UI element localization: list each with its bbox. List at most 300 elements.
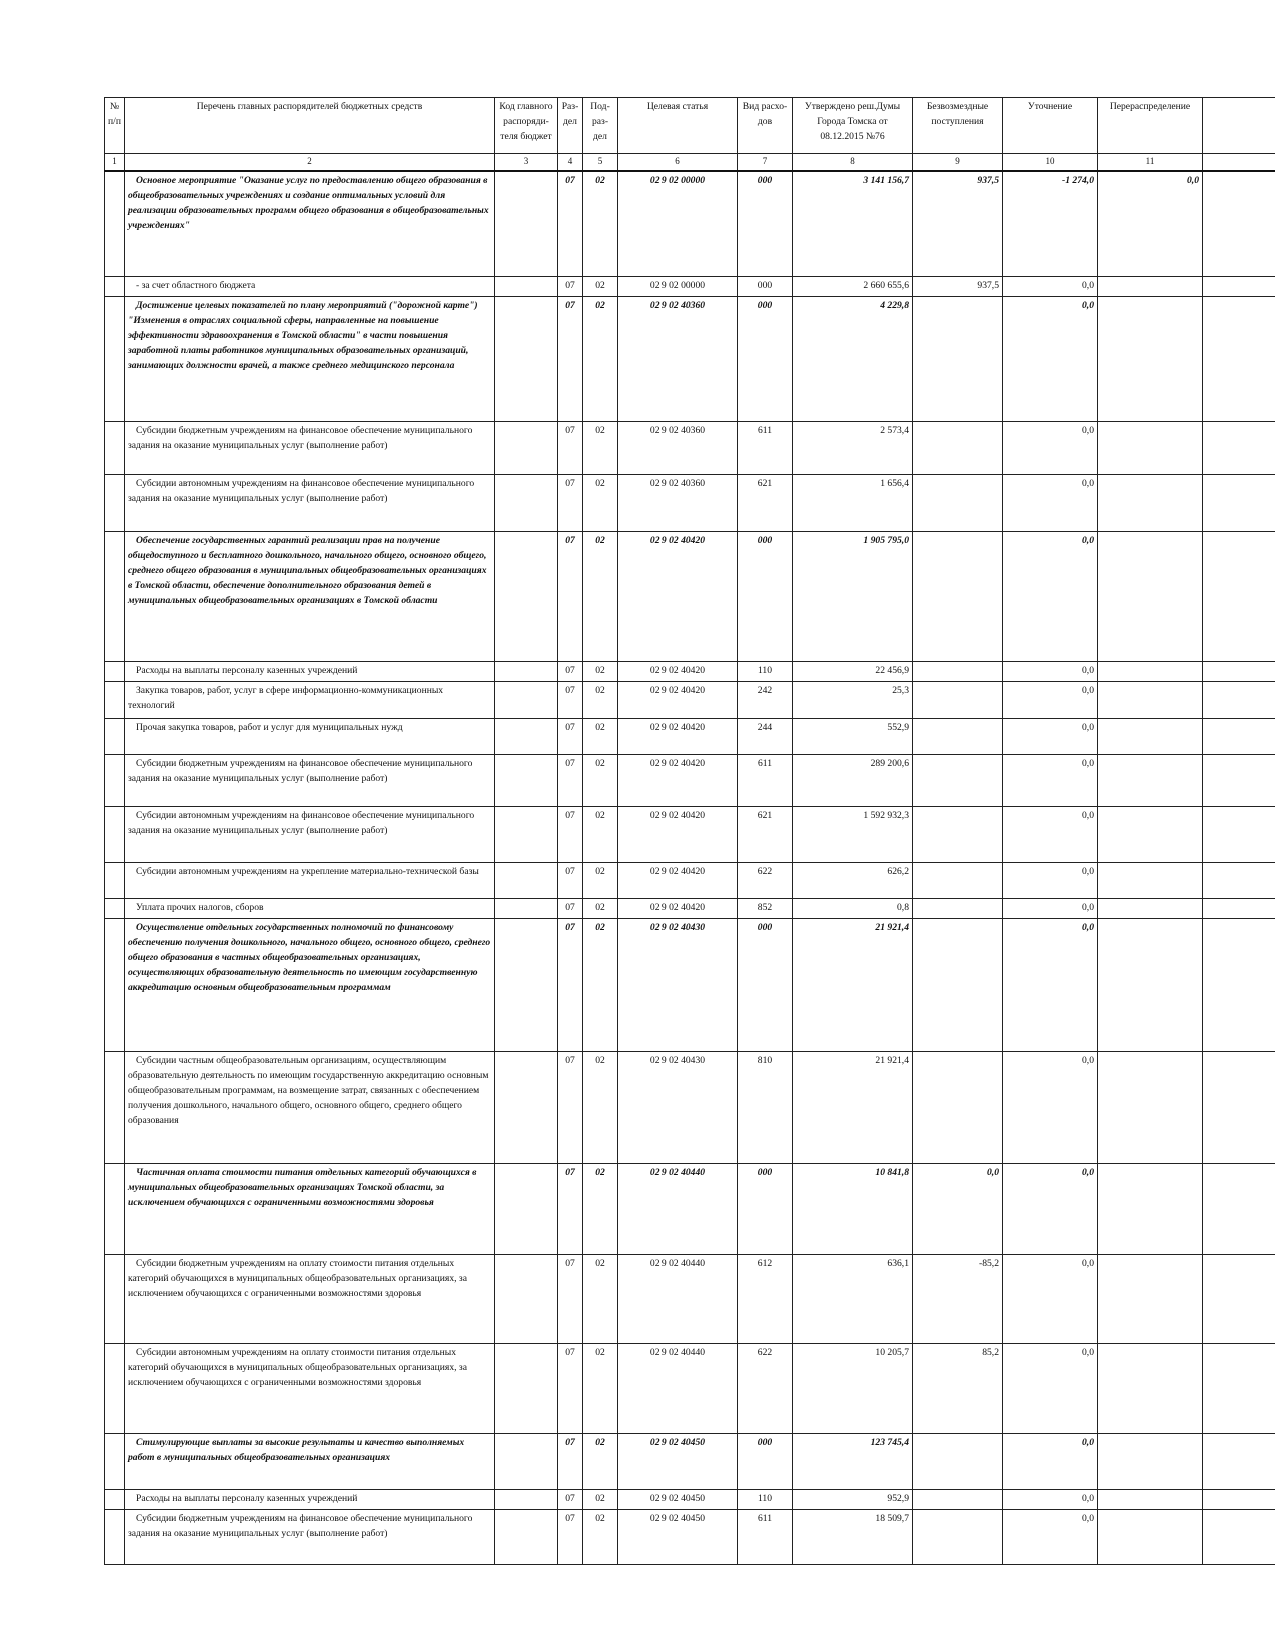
row-num-cell	[105, 1164, 125, 1255]
row-code-cell	[495, 662, 558, 682]
row-extra-cell	[1203, 422, 1275, 475]
row-subsection-cell: 02	[583, 662, 618, 682]
row-target-cell: 02 9 02 40420	[618, 719, 738, 755]
table-row	[105, 171, 1275, 277]
row-type-cell: 242	[738, 682, 793, 719]
row-refinement-cell: 0,0	[1003, 1344, 1098, 1434]
row-name-cell: Закупка товаров, работ, услуг в сфере информационно-коммуникационных технологий	[125, 682, 495, 719]
row-name-cell: Субсидии бюджетным учреждениям на финансовое обеспечение муниципального задания на оказание муниципальных услуг (выполнение работ)	[125, 755, 495, 807]
header-cell-num: № п/п	[105, 98, 125, 154]
row-subsection-cell: 02	[583, 1255, 618, 1344]
column-number: 3	[495, 154, 558, 171]
row-subsection-cell: 02	[583, 807, 618, 863]
row-target-cell: 02 9 02 00000	[618, 171, 738, 277]
row-refinement-cell: 0,0	[1003, 1255, 1098, 1344]
row-section-cell: 07	[558, 662, 583, 682]
row-type-cell: 000	[738, 532, 793, 662]
row-redistribution-cell	[1098, 277, 1203, 297]
header-cell-section: Раз-дел	[558, 98, 583, 154]
row-redistribution-cell	[1098, 1164, 1203, 1255]
table-row	[105, 277, 1275, 297]
row-refinement-cell: 0,0	[1003, 277, 1098, 297]
header-cell-grants: Безвозмездные поступления	[913, 98, 1003, 154]
row-extra-cell	[1203, 297, 1275, 422]
row-extra-cell	[1203, 1344, 1275, 1434]
row-grants-cell	[913, 532, 1003, 662]
row-refinement-cell: 0,0	[1003, 297, 1098, 422]
table-row	[105, 422, 1275, 475]
row-target-cell: 02 9 02 40450	[618, 1434, 738, 1490]
row-subsection-cell: 02	[583, 532, 618, 662]
row-type-cell: 622	[738, 1344, 793, 1434]
row-grants-cell	[913, 755, 1003, 807]
row-code-cell	[495, 297, 558, 422]
row-type-cell: 000	[738, 297, 793, 422]
row-section-cell: 07	[558, 1344, 583, 1434]
column-number-row	[105, 154, 1275, 171]
row-num-cell	[105, 1052, 125, 1164]
row-code-cell	[495, 755, 558, 807]
row-approved-cell: 25,3	[793, 682, 913, 719]
row-name-cell: Частичная оплата стоимости питания отдельных категорий обучающихся в муниципальных общеобразовательных организациях Томской области, за исключением обучающихся с ограниченными возможностями здоровья	[125, 1164, 495, 1255]
row-code-cell	[495, 532, 558, 662]
row-num-cell	[105, 1344, 125, 1434]
row-approved-cell: 123 745,4	[793, 1434, 913, 1490]
row-refinement-cell: 0,0	[1003, 662, 1098, 682]
row-refinement-cell: 0,0	[1003, 475, 1098, 532]
row-grants-cell	[913, 422, 1003, 475]
row-refinement-cell: 0,0	[1003, 1434, 1098, 1490]
row-type-cell: 611	[738, 1510, 793, 1565]
row-num-cell	[105, 475, 125, 532]
header-cell-subsection: Под-раз-дел	[583, 98, 618, 154]
row-extra-cell	[1203, 863, 1275, 899]
row-section-cell: 07	[558, 899, 583, 919]
row-target-cell: 02 9 02 40450	[618, 1510, 738, 1565]
row-refinement-cell: 0,0	[1003, 422, 1098, 475]
row-type-cell: 000	[738, 1164, 793, 1255]
row-type-cell: 621	[738, 807, 793, 863]
row-refinement-cell: 0,0	[1003, 919, 1098, 1052]
row-section-cell: 07	[558, 1510, 583, 1565]
row-section-cell: 07	[558, 719, 583, 755]
row-extra-cell	[1203, 719, 1275, 755]
row-grants-cell: -85,2	[913, 1255, 1003, 1344]
header-cell-name: Перечень главных распорядителей бюджетных средств	[125, 98, 495, 154]
row-num-cell	[105, 755, 125, 807]
row-subsection-cell: 02	[583, 1490, 618, 1510]
row-extra-cell	[1203, 662, 1275, 682]
row-grants-cell	[913, 1052, 1003, 1164]
row-target-cell: 02 9 02 40420	[618, 662, 738, 682]
table-row	[105, 863, 1275, 899]
row-grants-cell	[913, 863, 1003, 899]
row-num-cell	[105, 807, 125, 863]
row-redistribution-cell	[1098, 1255, 1203, 1344]
row-code-cell	[495, 1052, 558, 1164]
row-redistribution-cell	[1098, 682, 1203, 719]
row-approved-cell: 1 905 795,0	[793, 532, 913, 662]
row-extra-cell	[1203, 807, 1275, 863]
row-section-cell: 07	[558, 807, 583, 863]
row-grants-cell: 937,5	[913, 171, 1003, 277]
row-extra-cell	[1203, 1255, 1275, 1344]
row-approved-cell: 22 456,9	[793, 662, 913, 682]
row-redistribution-cell	[1098, 899, 1203, 919]
table-row	[105, 662, 1275, 682]
row-section-cell: 07	[558, 1255, 583, 1344]
header-cell-approved: Утверждено реш.Думы Города Томска от 08.12.2015 №76	[793, 98, 913, 154]
budget-table-sheet	[104, 97, 1275, 1565]
row-refinement-cell: 0,0	[1003, 682, 1098, 719]
table-row	[105, 919, 1275, 1052]
row-type-cell: 000	[738, 171, 793, 277]
row-approved-cell: 636,1	[793, 1255, 913, 1344]
row-refinement-cell: 0,0	[1003, 807, 1098, 863]
row-subsection-cell: 02	[583, 899, 618, 919]
table-row	[105, 475, 1275, 532]
row-redistribution-cell	[1098, 719, 1203, 755]
row-section-cell: 07	[558, 755, 583, 807]
row-redistribution-cell	[1098, 532, 1203, 662]
row-approved-cell: 4 229,8	[793, 297, 913, 422]
row-approved-cell: 1 656,4	[793, 475, 913, 532]
row-num-cell	[105, 682, 125, 719]
row-extra-cell	[1203, 899, 1275, 919]
row-extra-cell	[1203, 1434, 1275, 1490]
row-subsection-cell: 02	[583, 1164, 618, 1255]
row-target-cell: 02 9 02 40420	[618, 807, 738, 863]
row-approved-cell: 289 200,6	[793, 755, 913, 807]
row-target-cell: 02 9 02 40420	[618, 532, 738, 662]
row-subsection-cell: 02	[583, 171, 618, 277]
row-type-cell: 110	[738, 1490, 793, 1510]
row-extra-cell	[1203, 171, 1275, 277]
column-number: 5	[583, 154, 618, 171]
row-grants-cell	[913, 662, 1003, 682]
row-num-cell	[105, 1490, 125, 1510]
column-number: 4	[558, 154, 583, 171]
row-code-cell	[495, 719, 558, 755]
row-extra-cell	[1203, 919, 1275, 1052]
row-approved-cell: 21 921,4	[793, 919, 913, 1052]
column-number: 6	[618, 154, 738, 171]
table-row	[105, 1052, 1275, 1164]
row-section-cell: 07	[558, 1434, 583, 1490]
row-subsection-cell: 02	[583, 755, 618, 807]
row-name-cell: - за счет областного бюджета	[125, 277, 495, 297]
row-target-cell: 02 9 02 40360	[618, 297, 738, 422]
row-num-cell	[105, 1255, 125, 1344]
row-grants-cell	[913, 719, 1003, 755]
table-row	[105, 1490, 1275, 1510]
row-redistribution-cell	[1098, 1344, 1203, 1434]
row-approved-cell: 552,9	[793, 719, 913, 755]
row-grants-cell	[913, 297, 1003, 422]
row-section-cell: 07	[558, 277, 583, 297]
row-extra-cell	[1203, 1164, 1275, 1255]
row-code-cell	[495, 919, 558, 1052]
row-approved-cell: 952,9	[793, 1490, 913, 1510]
row-name-cell: Субсидии автономным учреждениям на укрепление материально-технической базы	[125, 863, 495, 899]
row-approved-cell: 10 841,8	[793, 1164, 913, 1255]
row-name-cell: Расходы на выплаты персоналу казенных учреждений	[125, 662, 495, 682]
row-type-cell: 110	[738, 662, 793, 682]
row-num-cell	[105, 919, 125, 1052]
row-redistribution-cell	[1098, 1434, 1203, 1490]
column-number: 10	[1003, 154, 1098, 171]
row-approved-cell: 2 660 655,6	[793, 277, 913, 297]
row-num-cell	[105, 277, 125, 297]
row-section-cell: 07	[558, 171, 583, 277]
row-target-cell: 02 9 02 40440	[618, 1255, 738, 1344]
row-refinement-cell: 0,0	[1003, 1490, 1098, 1510]
row-name-cell: Субсидии автономным учреждениям на финансовое обеспечение муниципального задания на оказание муниципальных услуг (выполнение работ)	[125, 475, 495, 532]
row-code-cell	[495, 1344, 558, 1434]
table-row	[105, 297, 1275, 422]
row-name-cell: Субсидии автономным учреждениям на финансовое обеспечение муниципального задания на оказание муниципальных услуг (выполнение работ)	[125, 807, 495, 863]
row-code-cell	[495, 171, 558, 277]
row-extra-cell	[1203, 755, 1275, 807]
row-type-cell: 611	[738, 422, 793, 475]
row-grants-cell: 0,0	[913, 1164, 1003, 1255]
row-num-cell	[105, 1434, 125, 1490]
row-type-cell: 622	[738, 863, 793, 899]
row-code-cell	[495, 1490, 558, 1510]
row-redistribution-cell	[1098, 422, 1203, 475]
column-number: 11	[1098, 154, 1203, 171]
row-refinement-cell: 0,0	[1003, 755, 1098, 807]
row-approved-cell: 626,2	[793, 863, 913, 899]
row-grants-cell	[913, 1490, 1003, 1510]
row-extra-cell	[1203, 475, 1275, 532]
row-target-cell: 02 9 02 40420	[618, 755, 738, 807]
row-type-cell: 810	[738, 1052, 793, 1164]
header-row	[105, 98, 1275, 154]
row-num-cell	[105, 662, 125, 682]
row-name-cell: Уплата прочих налогов, сборов	[125, 899, 495, 919]
row-extra-cell	[1203, 1490, 1275, 1510]
row-name-cell: Достижение целевых показателей по плану мероприятий ("дорожной карте") "Изменения в отраслях социальной сферы, направленные на повышение эффективности здравоохранения в Томской области" в части повышения заработной платы работников муниципальных образовательных организаций, занимающих должности врачей, а также среднего медицинского персонала	[125, 297, 495, 422]
row-name-cell: Субсидии бюджетным учреждениям на оплату стоимости питания отдельных категорий обучающихся в муниципальных общеобразовательных организациях, за исключением обучающихся с ограниченными возможностями здоровья	[125, 1255, 495, 1344]
row-num-cell	[105, 297, 125, 422]
row-num-cell	[105, 863, 125, 899]
row-subsection-cell: 02	[583, 682, 618, 719]
row-extra-cell	[1203, 682, 1275, 719]
row-refinement-cell: -1 274,0	[1003, 171, 1098, 277]
row-refinement-cell: 0,0	[1003, 1510, 1098, 1565]
row-approved-cell: 21 921,4	[793, 1052, 913, 1164]
row-subsection-cell: 02	[583, 1510, 618, 1565]
row-grants-cell	[913, 1434, 1003, 1490]
row-refinement-cell: 0,0	[1003, 863, 1098, 899]
row-type-cell: 000	[738, 277, 793, 297]
row-subsection-cell: 02	[583, 475, 618, 532]
row-grants-cell	[913, 899, 1003, 919]
row-name-cell: Расходы на выплаты персоналу казенных учреждений	[125, 1490, 495, 1510]
table-row	[105, 1344, 1275, 1434]
row-approved-cell: 3 141 156,7	[793, 171, 913, 277]
column-number: 7	[738, 154, 793, 171]
table-row	[105, 899, 1275, 919]
row-approved-cell: 0,8	[793, 899, 913, 919]
row-name-cell: Субсидии автономным учреждениям на оплату стоимости питания отдельных категорий обучающихся в муниципальных общеобразовательных организациях, за исключением обучающихся с ограниченными возможностями здоровья	[125, 1344, 495, 1434]
table-row	[105, 755, 1275, 807]
row-redistribution-cell	[1098, 662, 1203, 682]
row-type-cell: 612	[738, 1255, 793, 1344]
row-code-cell	[495, 807, 558, 863]
row-target-cell: 02 9 02 40440	[618, 1164, 738, 1255]
row-target-cell: 02 9 02 00000	[618, 277, 738, 297]
row-name-cell: Стимулирующие выплаты за высокие результаты и качество выполняемых работ в муниципальных общеобразовательных организациях	[125, 1434, 495, 1490]
row-extra-cell	[1203, 1510, 1275, 1565]
row-code-cell	[495, 422, 558, 475]
table-row	[105, 719, 1275, 755]
row-section-cell: 07	[558, 919, 583, 1052]
row-name-cell: Субсидии бюджетным учреждениям на финансовое обеспечение муниципального задания на оказание муниципальных услуг (выполнение работ)	[125, 422, 495, 475]
header-cell-extra	[1203, 98, 1275, 154]
row-grants-cell	[913, 475, 1003, 532]
row-code-cell	[495, 1164, 558, 1255]
row-approved-cell: 18 509,7	[793, 1510, 913, 1565]
row-grants-cell	[913, 807, 1003, 863]
row-redistribution-cell	[1098, 863, 1203, 899]
row-type-cell: 244	[738, 719, 793, 755]
row-subsection-cell: 02	[583, 422, 618, 475]
row-code-cell	[495, 682, 558, 719]
row-target-cell: 02 9 02 40360	[618, 475, 738, 532]
row-subsection-cell: 02	[583, 863, 618, 899]
header-cell-refinement: Уточнение	[1003, 98, 1098, 154]
column-number: 2	[125, 154, 495, 171]
row-num-cell	[105, 1510, 125, 1565]
row-section-cell: 07	[558, 1052, 583, 1164]
column-number: 1	[105, 154, 125, 171]
row-approved-cell: 2 573,4	[793, 422, 913, 475]
row-subsection-cell: 02	[583, 277, 618, 297]
row-name-cell: Субсидии бюджетным учреждениям на финансовое обеспечение муниципального задания на оказание муниципальных услуг (выполнение работ)	[125, 1510, 495, 1565]
header-cell-target: Целевая статья	[618, 98, 738, 154]
row-section-cell: 07	[558, 1164, 583, 1255]
table-row	[105, 807, 1275, 863]
row-redistribution-cell	[1098, 807, 1203, 863]
row-code-cell	[495, 475, 558, 532]
row-section-cell: 07	[558, 297, 583, 422]
row-refinement-cell: 0,0	[1003, 1164, 1098, 1255]
row-grants-cell: 85,2	[913, 1344, 1003, 1434]
table-row	[105, 1434, 1275, 1490]
row-subsection-cell: 02	[583, 1434, 618, 1490]
row-type-cell: 852	[738, 899, 793, 919]
table-body	[105, 171, 1275, 1565]
row-target-cell: 02 9 02 40440	[618, 1344, 738, 1434]
row-redistribution-cell	[1098, 755, 1203, 807]
row-redistribution-cell: 0,0	[1098, 171, 1203, 277]
row-section-cell: 07	[558, 422, 583, 475]
row-code-cell	[495, 899, 558, 919]
column-number: 9	[913, 154, 1003, 171]
row-num-cell	[105, 532, 125, 662]
column-number-extra	[1203, 154, 1275, 171]
row-section-cell: 07	[558, 863, 583, 899]
table-row	[105, 1164, 1275, 1255]
row-type-cell: 621	[738, 475, 793, 532]
row-grants-cell	[913, 919, 1003, 1052]
row-name-cell: Обеспечение государственных гарантий реализации прав на получение общедоступного и бесплатного дошкольного, начального общего, основного общего, среднего общего образования в муниципальных общеобразовательных организациях в Томской области, обеспечение дополнительного образования детей в муниципальных общеобразовательных организациях в Томской области	[125, 532, 495, 662]
row-type-cell: 611	[738, 755, 793, 807]
row-refinement-cell: 0,0	[1003, 1052, 1098, 1164]
row-grants-cell	[913, 1510, 1003, 1565]
row-refinement-cell: 0,0	[1003, 899, 1098, 919]
row-name-cell: Осуществление отдельных государственных полномочий по финансовому обеспечению получения дошкольного, начального общего, основного общего, среднего общего образования в частных общеобразовательных организациях, осуществляющих образовательную деятельность по имеющим государственную аккредитацию основным общеобразовательным программам	[125, 919, 495, 1052]
row-type-cell: 000	[738, 919, 793, 1052]
row-code-cell	[495, 1434, 558, 1490]
row-subsection-cell: 02	[583, 719, 618, 755]
header-cell-code: Код главного распоряди-теля бюджет	[495, 98, 558, 154]
row-target-cell: 02 9 02 40420	[618, 863, 738, 899]
row-target-cell: 02 9 02 40430	[618, 919, 738, 1052]
row-code-cell	[495, 863, 558, 899]
row-target-cell: 02 9 02 40430	[618, 1052, 738, 1164]
row-extra-cell	[1203, 532, 1275, 662]
row-target-cell: 02 9 02 40420	[618, 682, 738, 719]
header-cell-type: Вид расхо-дов	[738, 98, 793, 154]
table-row	[105, 682, 1275, 719]
row-approved-cell: 10 205,7	[793, 1344, 913, 1434]
row-redistribution-cell	[1098, 919, 1203, 1052]
row-num-cell	[105, 171, 125, 277]
row-extra-cell	[1203, 1052, 1275, 1164]
row-redistribution-cell	[1098, 1510, 1203, 1565]
row-target-cell: 02 9 02 40360	[618, 422, 738, 475]
row-num-cell	[105, 719, 125, 755]
row-code-cell	[495, 277, 558, 297]
row-redistribution-cell	[1098, 297, 1203, 422]
row-target-cell: 02 9 02 40420	[618, 899, 738, 919]
table-row	[105, 532, 1275, 662]
row-approved-cell: 1 592 932,3	[793, 807, 913, 863]
row-refinement-cell: 0,0	[1003, 719, 1098, 755]
budget-table	[104, 97, 1275, 1565]
row-grants-cell: 937,5	[913, 277, 1003, 297]
row-name-cell: Основное мероприятие "Оказание услуг по предоставлению общего образования в общеобразовательных учреждениях и создание оптимальных условий для реализации образовательных программ общего образования в общеобразовательных учреждениях"	[125, 171, 495, 277]
row-section-cell: 07	[558, 475, 583, 532]
row-target-cell: 02 9 02 40450	[618, 1490, 738, 1510]
row-name-cell: Субсидии частным общеобразовательным организациям, осуществляющим образовательную деятельность по имеющим государственную аккредитацию основным общеобразовательным программам, на возмещение затрат, связанных с обеспечением получения дошкольного, начального общего, основного общего, среднего общего образования	[125, 1052, 495, 1164]
row-extra-cell	[1203, 277, 1275, 297]
row-num-cell	[105, 899, 125, 919]
row-code-cell	[495, 1510, 558, 1565]
row-redistribution-cell	[1098, 1052, 1203, 1164]
row-grants-cell	[913, 682, 1003, 719]
row-subsection-cell: 02	[583, 919, 618, 1052]
row-subsection-cell: 02	[583, 1344, 618, 1434]
row-section-cell: 07	[558, 1490, 583, 1510]
row-code-cell	[495, 1255, 558, 1344]
row-redistribution-cell	[1098, 1490, 1203, 1510]
row-redistribution-cell	[1098, 475, 1203, 532]
row-type-cell: 000	[738, 1434, 793, 1490]
header-cell-redistribution: Перераспределение	[1098, 98, 1203, 154]
row-name-cell: Прочая закупка товаров, работ и услуг для муниципальных нужд	[125, 719, 495, 755]
row-subsection-cell: 02	[583, 1052, 618, 1164]
table-row	[105, 1510, 1275, 1565]
row-section-cell: 07	[558, 682, 583, 719]
row-refinement-cell: 0,0	[1003, 532, 1098, 662]
table-row	[105, 1255, 1275, 1344]
column-number: 8	[793, 154, 913, 171]
row-section-cell: 07	[558, 532, 583, 662]
